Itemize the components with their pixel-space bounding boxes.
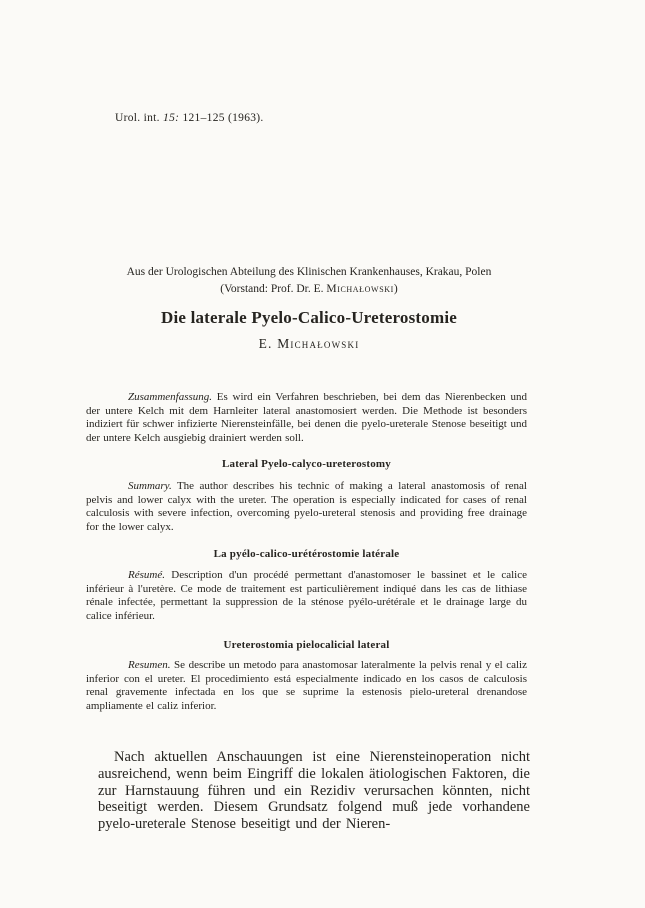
page-title: Die laterale Pyelo-Calico-Ureterostomie bbox=[160, 308, 458, 327]
heading-spanish: Ureterostomia pielocalicial lateral bbox=[223, 639, 390, 651]
journal-citation-pages: 121–125 (1963). bbox=[179, 112, 264, 124]
heading-english: Lateral Pyelo-calyco-ureterostomy bbox=[222, 458, 391, 470]
affiliation-line2 bbox=[88, 281, 530, 298]
abstract-german-lead: Zusammenfassung. bbox=[128, 391, 213, 403]
abstract-french-text: Description d'un procédé permettant d'anastomoser le bassinet et le calice inférieur à l'uretère. Ce mode de traitement est particulièrement indiqué dans les cas de lithiase rénale infectée, permettant la suppression de la sténose pyélo-urétérale et le drainage large du calice inférieur. bbox=[86, 569, 528, 622]
affiliation-director-name: Michałowski bbox=[326, 283, 394, 295]
abstract-spanish-text: Se describe un metodo para anastomosar lateralmente la pelvis renal y el caliz inferior con el ureter. El procedimiento está especialmente indicado en los casos de calculosis renal gravemente infectada en los que se suprime la estenosis pielo-ureteral drenandose ampliamente el caliz inferior. bbox=[86, 659, 527, 712]
abstract-english bbox=[86, 480, 527, 534]
abstract-spanish bbox=[86, 659, 527, 713]
heading-french: La pyélo-calico-urétérostomie latérale bbox=[213, 548, 400, 560]
body-paragraph: Nach aktuellen Anschauungen ist eine Nierensteinoperation nicht ausreichend, wenn beim Eingriff die lokalen ätiologischen Faktoren, die zur Harnstauung führen und ein Rezidiv verursachen könnten, nicht beseitigt werden. Diesem Grundsatz folgend muß jede vorhandene pyelo-ureterale Stenose beseitigt und der Nieren- bbox=[98, 749, 530, 833]
abstract-german-text: Es wird ein Verfahren beschrieben, bei dem das Nierenbecken und der untere Kelch mit dem Harnleiter lateral anastomosiert werden. Die Methode ist besonders indiziert für schwer infizierte Nierensteinfälle, bei denen die pyelo-ureterale Stenose beseitigt und der untere Kelch ausgiebig drainiert werden soll. bbox=[86, 391, 527, 444]
affiliation bbox=[88, 264, 530, 298]
abstract-english-lead: Summary. bbox=[128, 480, 172, 492]
journal-citation-volume: 15: bbox=[163, 112, 180, 124]
author-name: E. Michałowski bbox=[258, 336, 360, 351]
journal-citation bbox=[115, 112, 264, 124]
abstract-english-text: The author describes his technic of making a lateral anastomosis of renal pelvis and lower calyx with the ureter. The operation is especially indicated for cases of renal calculosis with severe infection, overcoming pyelo-ureteral stenosis and providing free drainage for the lower calyx. bbox=[86, 480, 527, 533]
abstract-french bbox=[86, 569, 527, 623]
affiliation-line2-suffix: ) bbox=[393, 283, 398, 295]
affiliation-line2-prefix: (Vorstand: Prof. Dr. E. bbox=[220, 283, 327, 295]
abstract-spanish-lead: Resumen. bbox=[128, 659, 171, 671]
abstract-french-lead: Résumé. bbox=[128, 569, 165, 581]
abstract-german bbox=[86, 391, 527, 445]
journal-citation-prefix: Urol. int. bbox=[115, 112, 164, 124]
affiliation-line1: Aus der Urologischen Abteilung des Klinischen Krankenhauses, Krakau, Polen bbox=[126, 266, 492, 278]
